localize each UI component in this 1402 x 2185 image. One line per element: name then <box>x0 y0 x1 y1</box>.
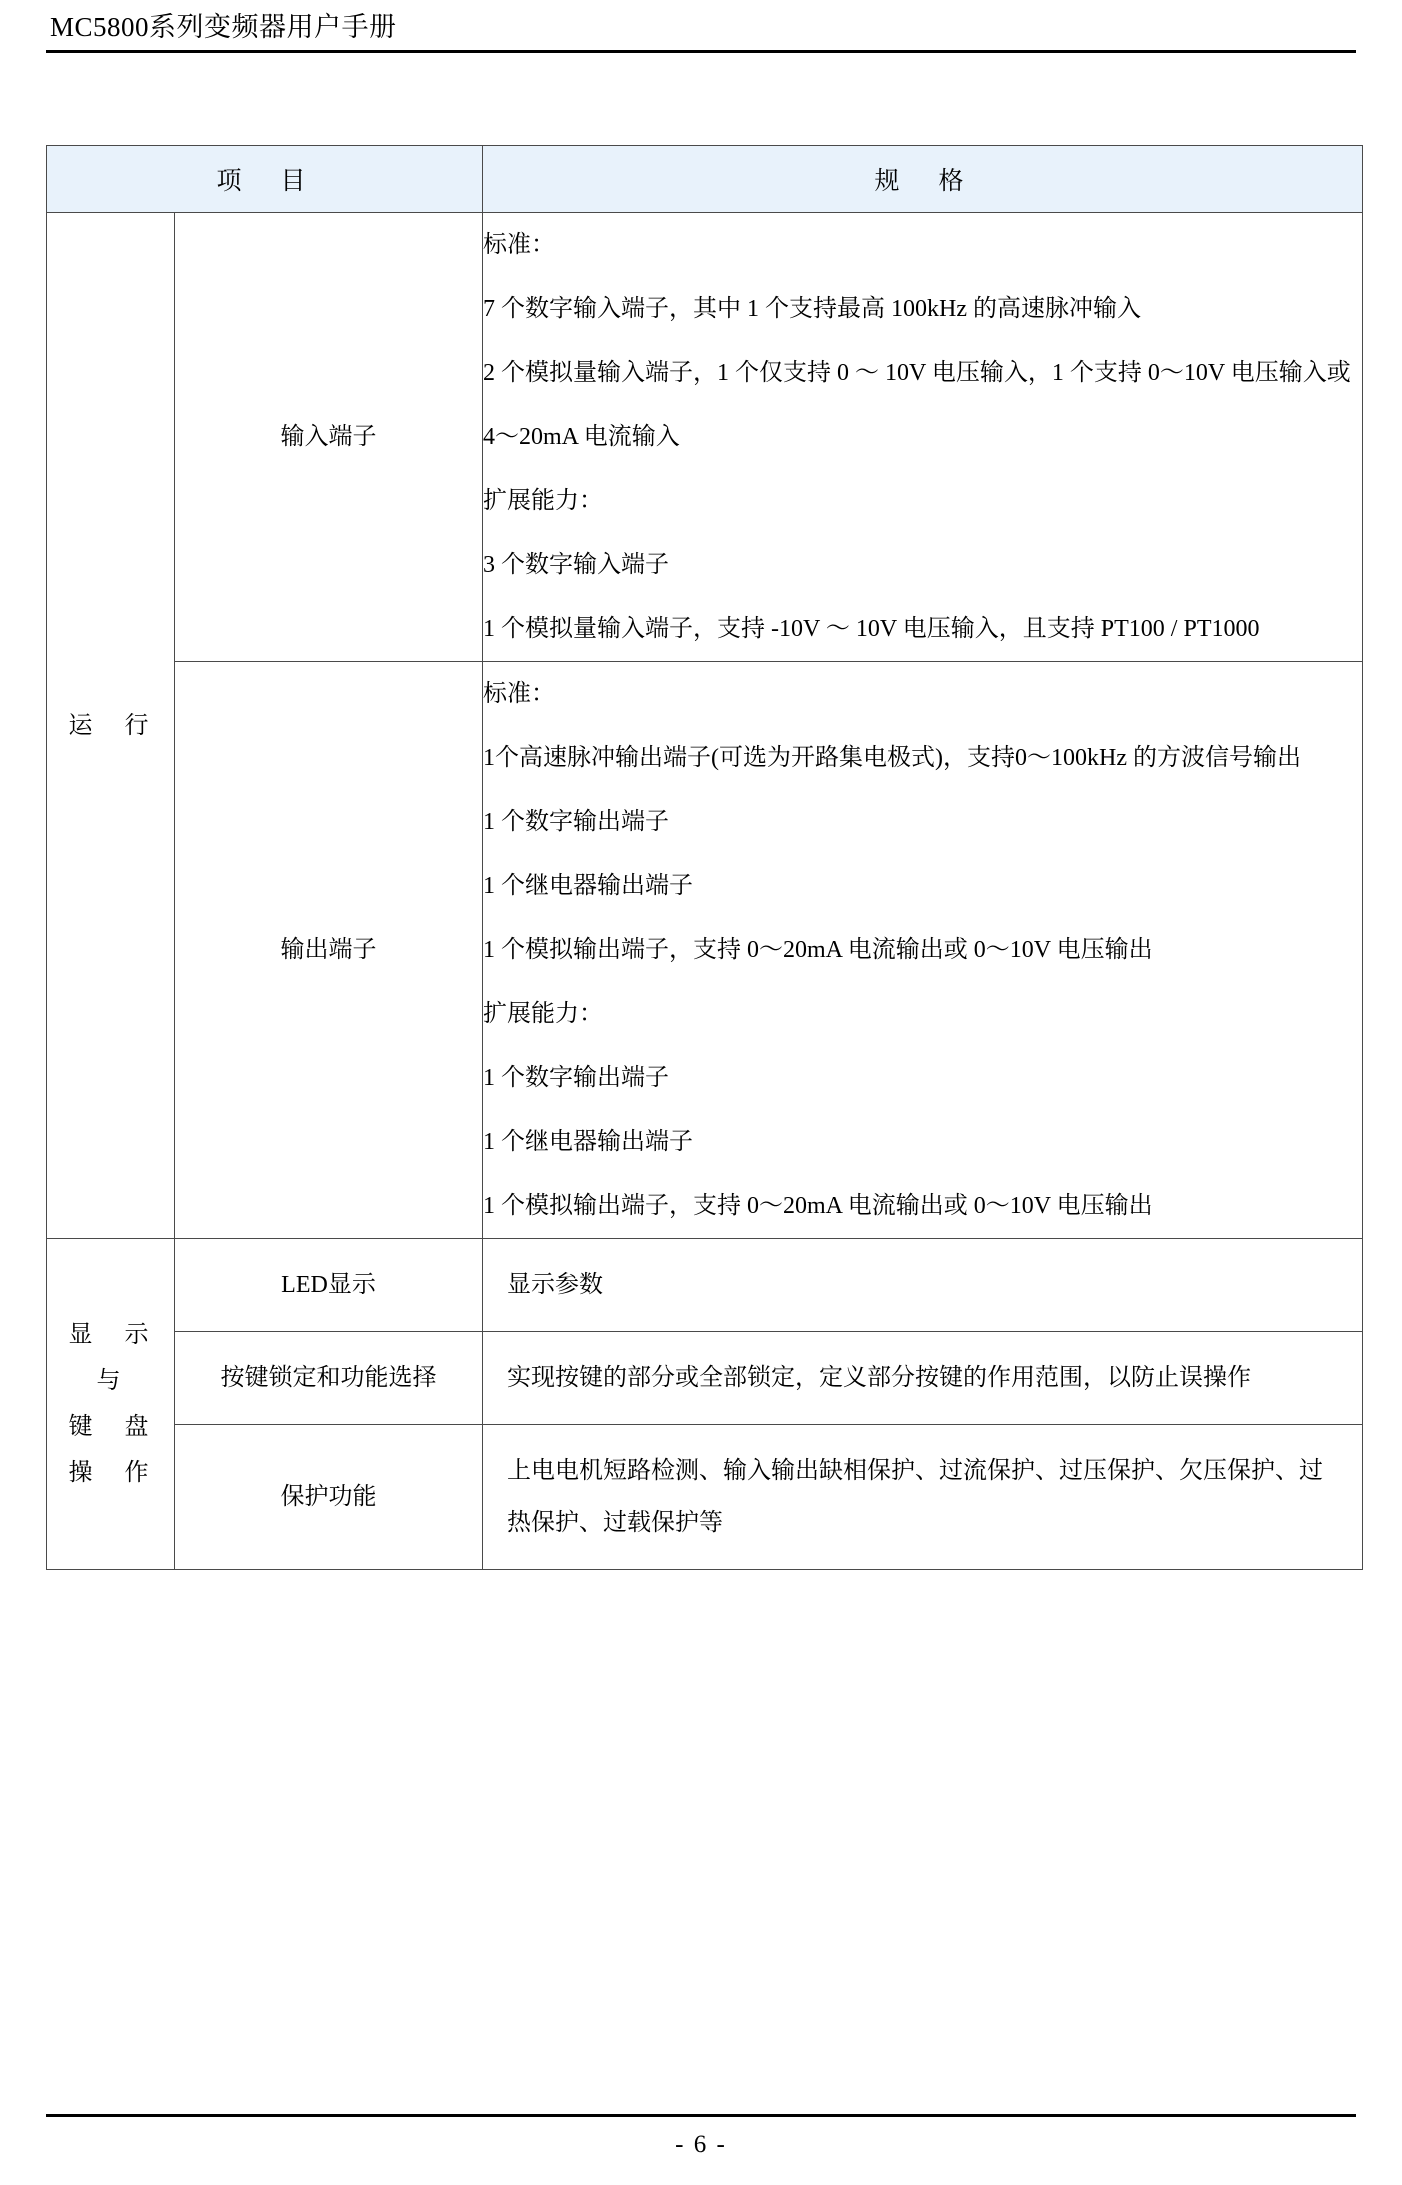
spec-line: 1 个模拟量输入端子，支持 -10V ～ 10V 电压输入，且支持 PT100 / PT1000 <box>483 616 1260 642</box>
item-label-led-display: LED显示 <box>175 1239 483 1332</box>
item-label-key-lock: 按键锁定和功能选择 <box>175 1332 483 1425</box>
group-label-run: 运 行 <box>47 213 175 1239</box>
group-label-line: 键 盘 <box>68 1414 153 1440</box>
spec-line: 3 个数字输入端子 <box>483 552 670 578</box>
item-label-input-terminals: 输入端子 <box>175 213 483 662</box>
group-label-line: 显 示 <box>68 1322 153 1348</box>
spec-cell-key-lock <box>483 1332 1363 1425</box>
table-row <box>47 1239 1363 1332</box>
table-row <box>47 1425 1363 1570</box>
spec-cell-input-terminals <box>483 213 1363 662</box>
group-label-display-keyboard <box>47 1239 175 1570</box>
spec-line: 标准： <box>483 681 556 707</box>
table-row <box>47 662 1363 1239</box>
spec-line: 1 个数字输出端子 <box>483 809 670 835</box>
spec-line: 上电电机短路检测、输入输出缺相保护、过流保护、过压保护、欠压保护、过热保护、过载保护等 <box>507 1458 1324 1536</box>
spec-line: 1 个模拟输出端子，支持 0～20mA 电流输出或 0～10V 电压输出 <box>483 1193 1153 1219</box>
spec-line: 1个高速脉冲输出端子(可选为开路集电极式)，支持0～100kHz 的方波信号输出 <box>483 745 1301 771</box>
spec-line: 1 个继电器输出端子 <box>483 873 694 899</box>
spec-cell-protection <box>483 1425 1363 1570</box>
column-header-spec: 规 格 <box>483 146 1363 213</box>
header-divider <box>46 50 1356 53</box>
page-footer <box>46 2114 1356 2159</box>
spec-line: 1 个模拟输出端子，支持 0～20mA 电流输出或 0～10V 电压输出 <box>483 937 1153 963</box>
table-header-row <box>47 146 1363 213</box>
group-label-line: 与 <box>96 1368 125 1394</box>
item-label-output-terminals: 输出端子 <box>175 662 483 1239</box>
spec-line: 7 个数字输入端子，其中 1 个支持最高 100kHz 的高速脉冲输入 <box>483 296 1141 322</box>
spec-line: 1 个继电器输出端子 <box>483 1129 694 1155</box>
column-header-item: 项 目 <box>47 146 483 213</box>
item-label-protection: 保护功能 <box>175 1425 483 1570</box>
spec-line: 扩展能力： <box>483 1001 604 1027</box>
spec-line: 2 个模拟量输入端子，1 个仅支持 0 ～ 10V 电压输入，1 个支持 0～10V 电压输入或 4～20mA 电流输入 <box>483 360 1351 450</box>
spec-line: 标准： <box>483 232 556 258</box>
spec-table-wrapper <box>46 145 1356 1570</box>
group-label-line: 操 作 <box>68 1460 153 1486</box>
table-row <box>47 1332 1363 1425</box>
spec-line: 扩展能力： <box>483 488 604 514</box>
header-title: MC5800系列变频器用户手册 <box>50 12 397 42</box>
spec-line: 1 个数字输出端子 <box>483 1065 670 1091</box>
spec-table <box>46 145 1363 1570</box>
spec-line: 实现按键的部分或全部锁定，定义部分按键的作用范围，以防止误操作 <box>507 1365 1252 1391</box>
page-header <box>46 0 1356 44</box>
page-number: - 6 - <box>675 2131 727 2158</box>
spec-line: 显示参数 <box>507 1272 604 1298</box>
spec-cell-led-display <box>483 1239 1363 1332</box>
spec-cell-output-terminals <box>483 662 1363 1239</box>
table-row <box>47 213 1363 662</box>
